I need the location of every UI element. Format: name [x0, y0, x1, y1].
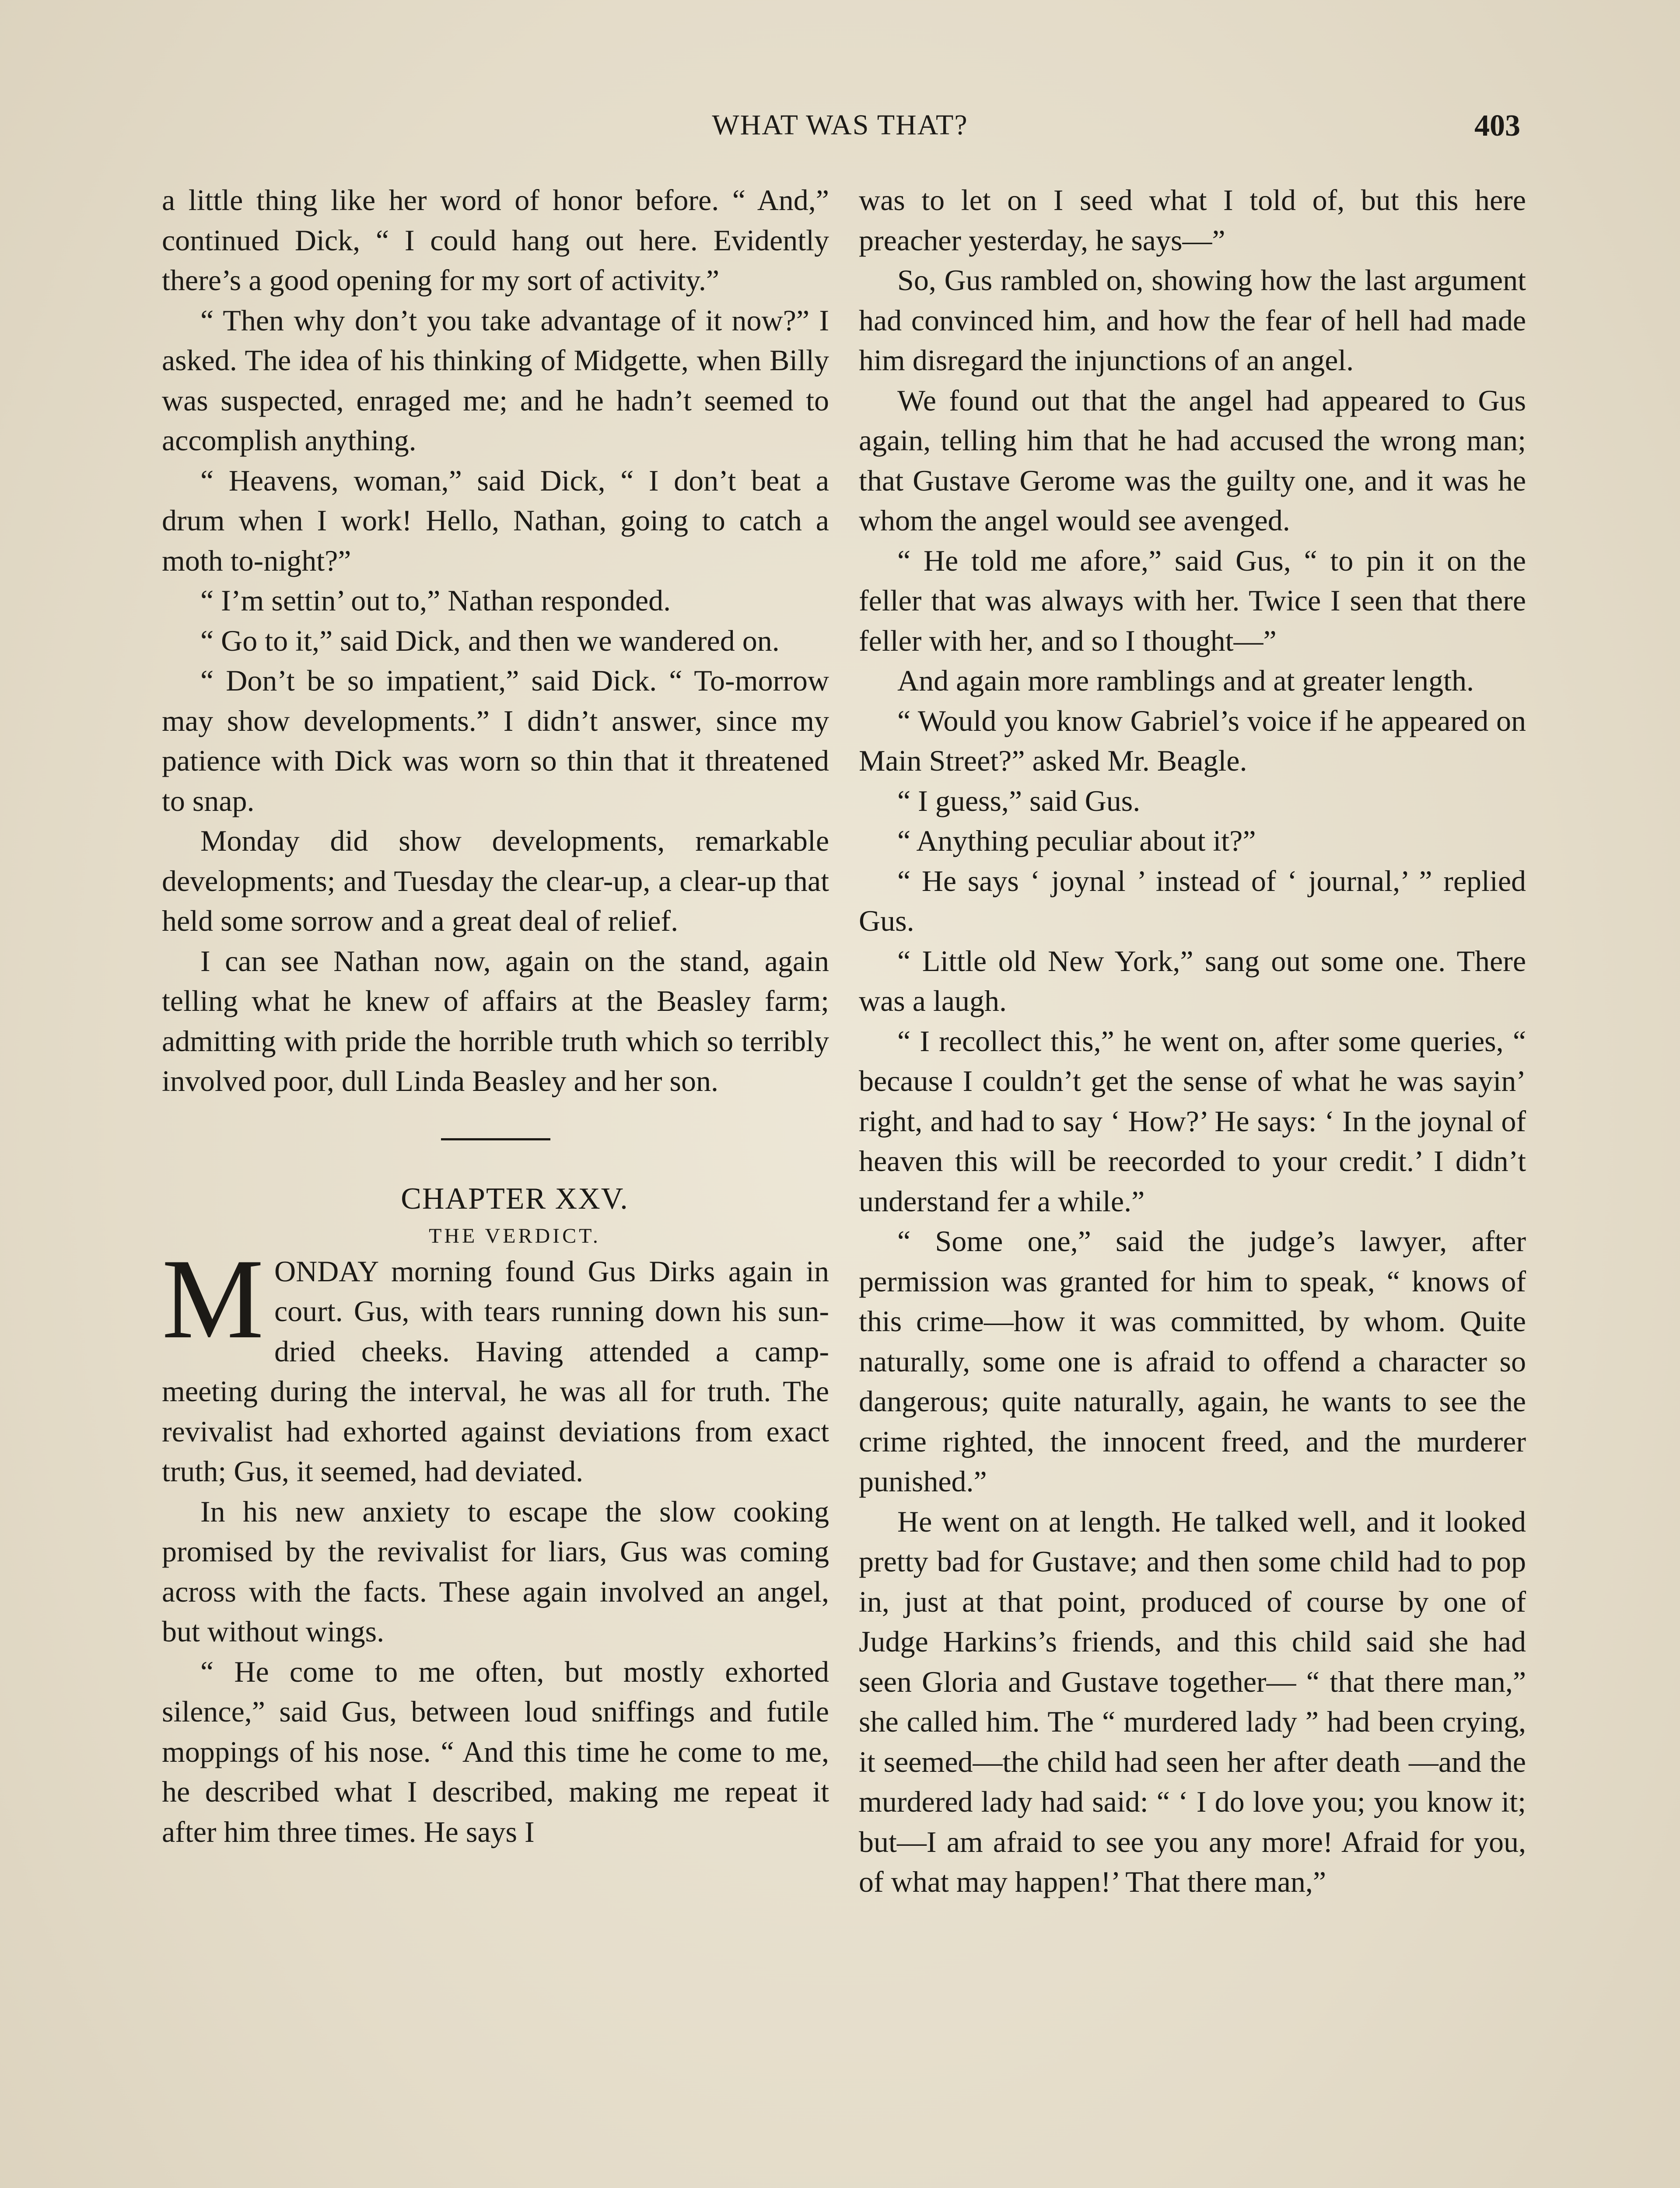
paragraph: “ I’m settin’ out to,” Nathan responded.	[200, 584, 671, 617]
paragraph: So, Gus rambled on, showing how the last argument had convinced him, and how the fear of hell had made him disregard the injunctions of an angel.	[859, 263, 1526, 377]
page-number: 403	[1474, 109, 1520, 143]
paragraph: “ Heavens, woman,” said Dick, “ I don’t beat a drum when I work! Hello, Nathan, going to catch a moth to-night?”	[162, 463, 829, 577]
running-title: WHAT WAS THAT?	[712, 109, 968, 141]
paragraph: “ He says ‘ joynal ’ instead of ‘ journal,’ ” replied Gus.	[859, 864, 1526, 937]
paragraph: “ Little old New York,” sang out some one. There was a laugh.	[859, 944, 1526, 1017]
paragraph: “ I recollect this,” he went on, after some queries, “ because I couldn’t get the sense of what he was sayin’ right, and had to say ‘ How?’ He says: ‘ In the joynal of heaven this will be reecorded to your credit.’ I didn’t understand fer a while.”	[859, 1024, 1526, 1218]
chapter-subtitle: THE VERDICT.	[429, 1224, 601, 1248]
left-column	[162, 180, 829, 1852]
paragraph: “ I guess,” said Gus.	[897, 784, 1141, 817]
paragraph: “ Don’t be so impatient,” said Dick. “ To-morrow may show developments.” I didn’t answer, since my patience with Dick was worn so thin that it threatened to snap.	[162, 664, 829, 817]
opening-text: ONDAY morning found Gus Dirks again in court. Gus, with tears running down his sun-dried cheeks. Having attended a camp-meeting during the interval, he was all for truth. The revivalist had exhorted against deviations from exact truth; Gus, it seemed, had deviated.	[162, 1254, 829, 1488]
paragraph: “ He told me afore,” said Gus, “ to pin it on the feller that was always with her. Twice I seen that there feller with her, and so I thought—”	[859, 543, 1526, 657]
paragraph: “ Would you know Gabriel’s voice if he appeared on Main Street?” asked Mr. Beagle.	[859, 704, 1526, 777]
section-divider	[441, 1138, 550, 1140]
paragraph: “ Go to it,” said Dick, and then we wandered on.	[200, 624, 780, 657]
paragraph: “ Then why don’t you take advantage of it now?” I asked. The idea of his thinking of Midgette, when Billy was suspected, enraged me; and he hadn’t seemed to accomplish anything.	[162, 303, 829, 457]
paragraph: Monday did show developments, remarkable developments; and Tuesday the clear-up, a clear-up that held some sorrow and a great deal of relief.	[162, 824, 829, 937]
paragraph: He went on at length. He talked well, and it looked pretty bad for Gustave; and then some child had to pop in, just at that point, produced of course by one of Judge Harkins’s friends, and this child said she had seen Gloria and Gustave together— “ that there man,” she called him. The “ murdered lady ” had been crying, it seemed—the child had seen her after death —and the murdered lady had said: “ ‘ I do love you; you know it; but—I am afraid to see you any more! Afraid for you, of what may happen!’ That there man,”	[859, 1504, 1526, 1898]
paragraph: “ Some one,” said the judge’s lawyer, after permission was granted for him to speak, “ knows of this crime—how it was committed, by whom. Quite naturally, some one is afraid to offend a character so dangerous; quite naturally, again, he wants to see the crime righted, the innocent freed, and the murderer punished.”	[859, 1224, 1526, 1498]
paragraph: a little thing like her word of honor before. “ And,” continued Dick, “ I could hang out here. Evidently there’s a good opening for my sort of activity.”	[162, 183, 829, 297]
paragraph: I can see Nathan now, again on the stand, again telling what he knew of affairs at the Beasley farm; admitting with pride the horrible truth which so terribly involved poor, dull Linda Beasley and her son.	[162, 944, 829, 1098]
drop-cap: M	[162, 1235, 264, 1362]
paragraph: was to let on I seed what I told of, but this here preacher yesterday, he says—”	[859, 183, 1526, 257]
right-column	[859, 180, 1526, 1902]
paragraph: We found out that the angel had appeared to Gus again, telling him that he had accused the wrong man; that Gustave Gerome was the guilty one, and it was he whom the angel would see avenged.	[859, 383, 1526, 537]
paragraph: “ He come to me often, but mostly exhorted silence,” said Gus, between loud sniffings and futile moppings of his nose. “ And this time he come to me, he described what I described, making me repeat it after him three times. He says I	[162, 1655, 829, 1848]
paragraph: And again more ramblings and at greater length.	[897, 664, 1474, 697]
paragraph: “ Anything peculiar about it?”	[897, 824, 1256, 857]
paragraph: In his new anxiety to escape the slow cooking promised by the revivalist for liars, Gus was coming across with the facts. These again involved an angel, but without wings.	[162, 1494, 829, 1648]
chapter-title: CHAPTER XXV.	[401, 1182, 629, 1216]
